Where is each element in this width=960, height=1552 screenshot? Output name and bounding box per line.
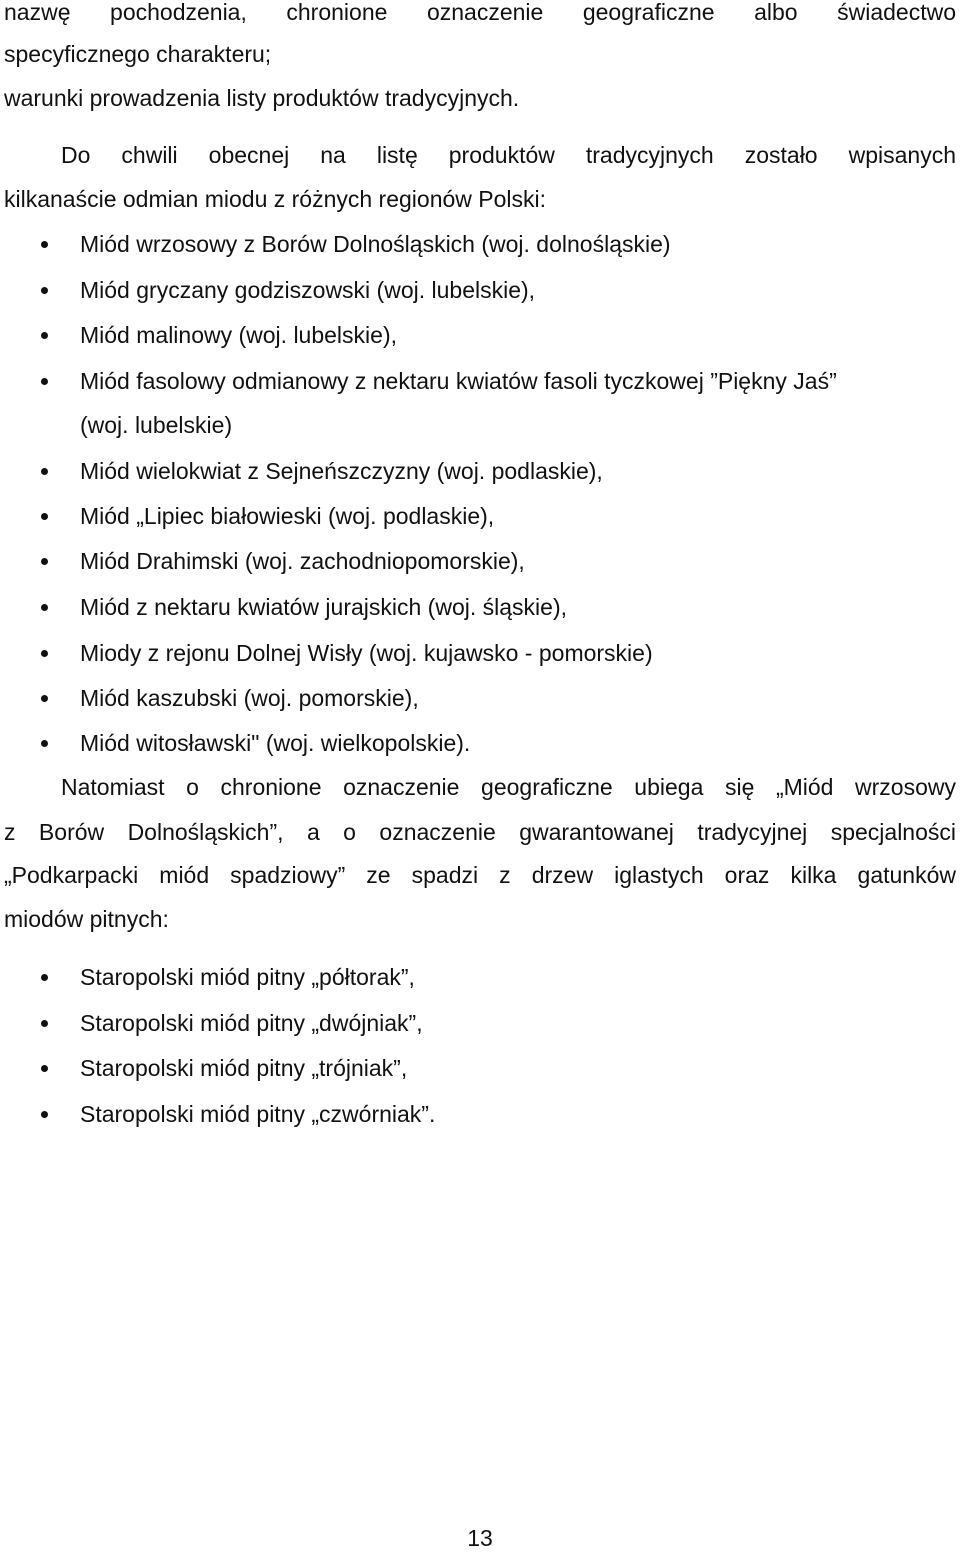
list-item [0, 639, 960, 667]
bullet-icon [41, 1065, 48, 1072]
list-item [0, 321, 960, 349]
bullet-icon [41, 650, 48, 657]
list-item [0, 230, 960, 258]
list-item-text: Miody z rejonu Dolnej Wisły (woj. kujawsko - pomorskie) [80, 640, 653, 666]
list-item-text: Miód witosławski" (woj. wielkopolskie). [80, 730, 471, 756]
list-item [0, 593, 960, 621]
list-item-text: Miód gryczany godziszowski (woj. lubelskie), [80, 277, 536, 303]
bullet-icon [41, 695, 48, 702]
list-item-text: Miód Drahimski (woj. zachodniopomorskie), [80, 548, 525, 574]
list-item [0, 963, 960, 991]
list-item-text: Miód kaszubski (woj. pomorskie), [80, 685, 419, 711]
paragraph-line: Natomiast o chronione oznaczenie geograficzne ubiega się „Miód wrzosowy [61, 774, 956, 800]
bullet-icon [41, 287, 48, 294]
intro-line: nazwę pochodzenia, chronione oznaczenie geograficzne albo świadectwo [4, 0, 956, 25]
bullet-icon [41, 974, 48, 981]
intro-line: specyficznego charakteru; [4, 41, 272, 67]
list-item-text: Miód „Lipiec białowieski (woj. podlaskie), [80, 503, 495, 529]
list-item-text: Miód wrzosowy z Borów Dolnośląskich (woj. dolnośląskie) [80, 231, 671, 257]
bullet-icon [41, 241, 48, 248]
list-item-text: Staropolski miód pitny „dwójniak”, [80, 1010, 423, 1036]
bullet-icon [41, 1020, 48, 1027]
list-item-text: Miód wielokwiat z Sejneńszczyzny (woj. podlaskie), [80, 458, 603, 484]
list-item [0, 502, 960, 530]
list-item-text: Miód z nektaru kwiatów jurajskich (woj. śląskie), [80, 594, 567, 620]
list-item [0, 1009, 960, 1037]
list-item-continuation: (woj. lubelskie) [80, 412, 233, 438]
list-item [0, 1100, 960, 1128]
list-item [0, 547, 960, 575]
paragraph-line: „Podkarpacki miód spadziowy” ze spadzi z drzew iglastych oraz kilka gatunków [4, 862, 956, 888]
page-number: 13 [467, 1525, 493, 1551]
list-item-text: Staropolski miód pitny „trójniak”, [80, 1055, 408, 1081]
list-item-text: Miód malinowy (woj. lubelskie), [80, 322, 397, 348]
list-item-text: Miód fasolowy odmianowy z nektaru kwiatów fasoli tyczkowej ”Piękny Jaś” [80, 368, 837, 394]
intro-line: warunki prowadzenia listy produktów tradycyjnych. [4, 85, 520, 111]
list-item [0, 729, 960, 757]
list-item-text: Staropolski miód pitny „półtorak”, [80, 964, 415, 990]
bullet-icon [41, 468, 48, 475]
bullet-icon [41, 1111, 48, 1118]
bullet-icon [41, 513, 48, 520]
bullet-icon [41, 558, 48, 565]
bullet-icon [41, 378, 48, 385]
bullet-icon [41, 604, 48, 611]
list-item [0, 1054, 960, 1082]
paragraph-line: z Borów Dolnośląskich”, a o oznaczenie gwarantowanej tradycyjnej specjalności [4, 819, 956, 845]
bullet-icon [41, 740, 48, 747]
paragraph-line: kilkanaście odmian miodu z różnych regionów Polski: [4, 186, 547, 212]
list-item [0, 457, 960, 485]
bullet-icon [41, 332, 48, 339]
list-item [0, 367, 960, 395]
list-item [0, 684, 960, 712]
paragraph-line: Do chwili obecnej na listę produktów tradycyjnych zostało wpisanych [61, 142, 956, 168]
paragraph-line: miodów pitnych: [4, 906, 169, 932]
list-item [0, 276, 960, 304]
list-item-text: Staropolski miód pitny „czwórniak”. [80, 1101, 436, 1127]
